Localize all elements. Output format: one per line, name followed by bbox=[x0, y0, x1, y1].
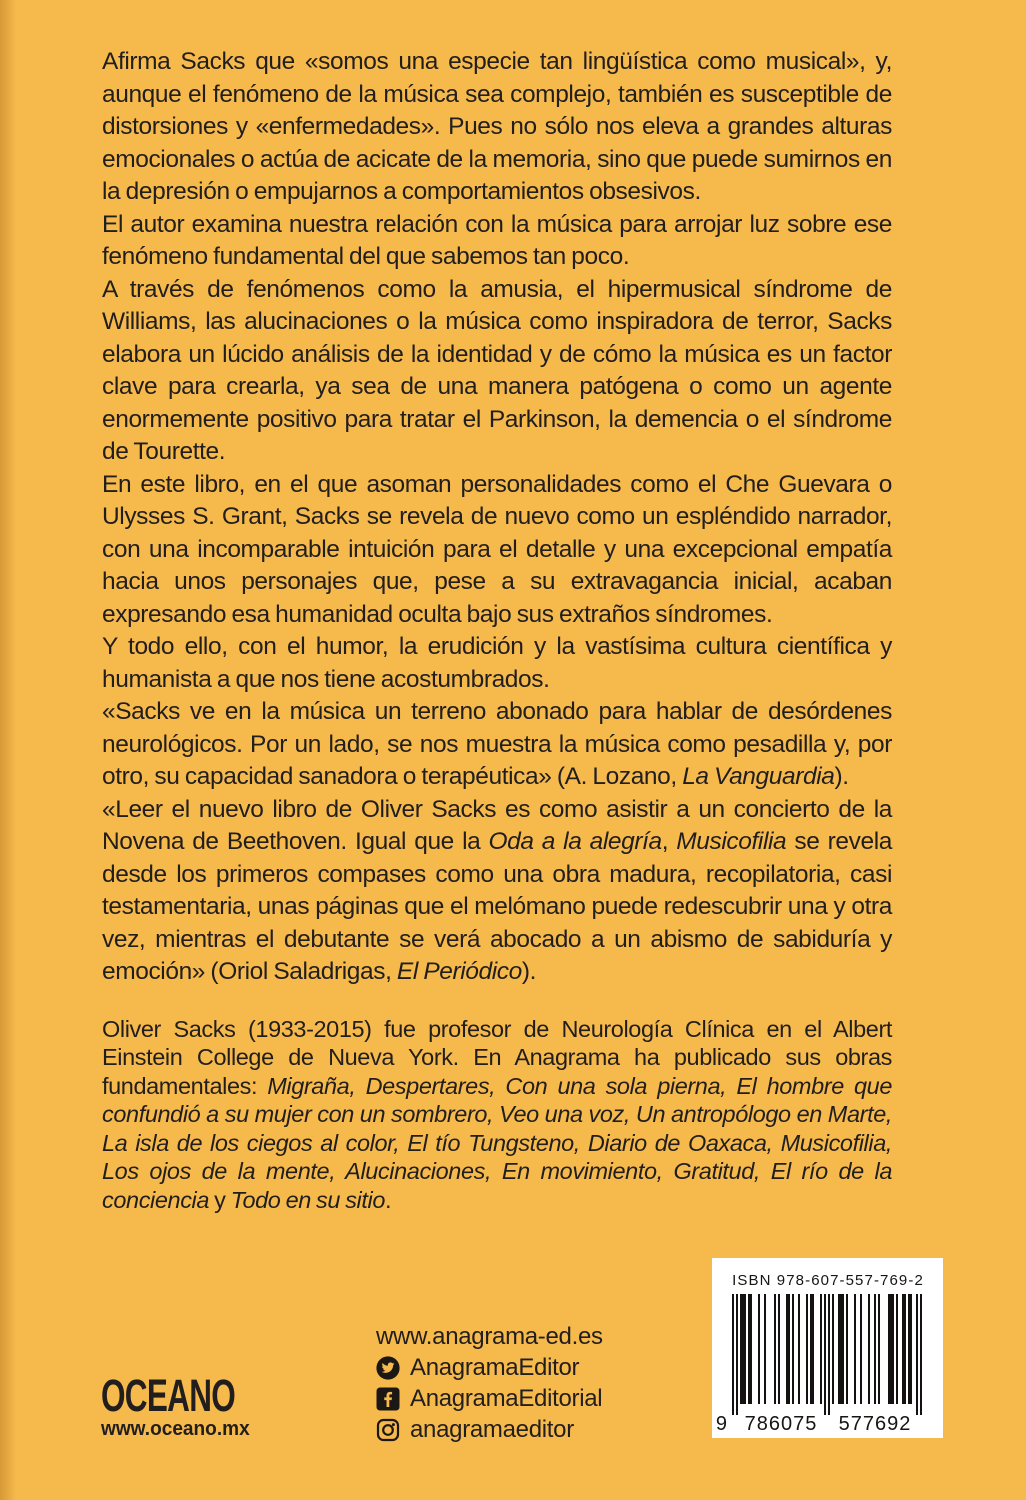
facebook-icon bbox=[376, 1387, 400, 1411]
paragraph: «Sacks ve en la música un terreno abonado para hablar de desórdenes neurológicos. Por un lado, se nos muestra la música como pesadilla y, por otro, su capacidad sanadora o terapéutica» (A. Lozano, La Vanguardia). bbox=[102, 698, 892, 790]
isbn-label: ISBN 978-607-557-769-2 bbox=[732, 1272, 924, 1289]
oceano-logo-text: OCEANO bbox=[101, 1370, 236, 1421]
barcode-digits-right: 577692 bbox=[838, 1413, 912, 1435]
publisher-links bbox=[376, 1323, 603, 1447]
twitter-handle: AnagramaEditor bbox=[410, 1354, 580, 1381]
instagram-row bbox=[376, 1416, 603, 1444]
barcode-bars bbox=[732, 1294, 922, 1415]
paragraph: Y todo ello, con el humor, la erudición y la vastísima cultura científica y humanista a que nos tiene acostumbrados. bbox=[102, 633, 892, 693]
paragraph: Oliver Sacks (1933-2015) fue profesor de Neurología Clínica en el Albert Einstein College de Nueva York. En Anagrama ha publicado sus obras fundamentales: Migraña, Despertares, Con una sola pierna, El hombre que confundió a su mujer con un sombrero, Veo una voz, Un antropólogo en Marte, La isla de los ciegos al color, El tío Tungsteno, Diario de Oaxaca, Musicofilia, Los ojos de la mente, Alucinaciones, En movimiento, Gratitud, El río de la conciencia y Todo en su sitio. bbox=[102, 1015, 892, 1213]
twitter-icon bbox=[376, 1356, 400, 1380]
website-row bbox=[376, 1323, 603, 1351]
ean13-barcode bbox=[712, 1258, 943, 1438]
instagram-handle: anagramaeditor bbox=[410, 1416, 574, 1443]
barcode-digit-left: 9 bbox=[715, 1413, 728, 1435]
paragraph: En este libro, en el que asoman personalidades como el Che Guevara o Ulysses S. Grant, Sacks se revela de nuevo como un espléndido narrador, con una incomparable intuición para el detalle y una excepcional empatía hacia unos personajes que, pese a su extravagancia inicial, acaban expresando esa humanidad oculta bajo sus extraños síndromes. bbox=[102, 470, 892, 628]
anagrama-website-url: www.anagrama-ed.es bbox=[376, 1323, 603, 1350]
synopsis bbox=[102, 46, 892, 989]
facebook-handle: AnagramaEditorial bbox=[410, 1385, 603, 1412]
paragraph: «Leer el nuevo libro de Oliver Sacks es como asistir a un concierto de la Novena de Beethoven. Igual que la Oda a la alegría, Musicofilia se revela desde los primeros compases como una obra madura, recopilatoria, casi testamentaria, unas páginas que el melómano puede redescubrir una y otra vez, mientras el debutante se verá abocado a un abismo de sabiduría y emoción» (Oriol Saladrigas, El Periódico). bbox=[102, 795, 892, 985]
paragraph: Afirma Sacks que «somos una especie tan lingüística como musical», y, aunque el fenómeno de la música sea complejo, también es susceptible de distorsiones y «enfermedades». Pues no sólo nos eleva a grandes alturas emocionales o actúa de acicate de la memoria, sino que puede sumirnos en la depresión o empujarnos a comportamientos obsesivos. bbox=[102, 48, 892, 205]
oceano-logo bbox=[101, 1370, 293, 1440]
facebook-row bbox=[376, 1385, 603, 1413]
paragraph: El autor examina nuestra relación con la música para arrojar luz sobre ese fenómeno fundamental del que sabemos tan poco. bbox=[102, 210, 892, 270]
twitter-row bbox=[376, 1354, 603, 1382]
back-cover-text bbox=[102, 46, 892, 1214]
isbn-barcode-box bbox=[712, 1258, 943, 1438]
oceano-website-url: www.oceano.mx bbox=[101, 1417, 250, 1440]
author-bio bbox=[102, 1015, 892, 1215]
instagram-icon bbox=[376, 1418, 400, 1442]
paragraph: A través de fenómenos como la amusia, el hipermusical síndrome de Williams, las alucinaciones o la música como inspiradora de terror, Sacks elabora un lúcido análisis de la identidad y de cómo la música es un factor clave para crearla, ya sea de una manera patógena o como un agente enormemente positivo para tratar el Parkinson, la demencia o el síndrome de Tourette. bbox=[102, 275, 892, 465]
barcode-digits-mid: 786075 bbox=[744, 1413, 818, 1435]
